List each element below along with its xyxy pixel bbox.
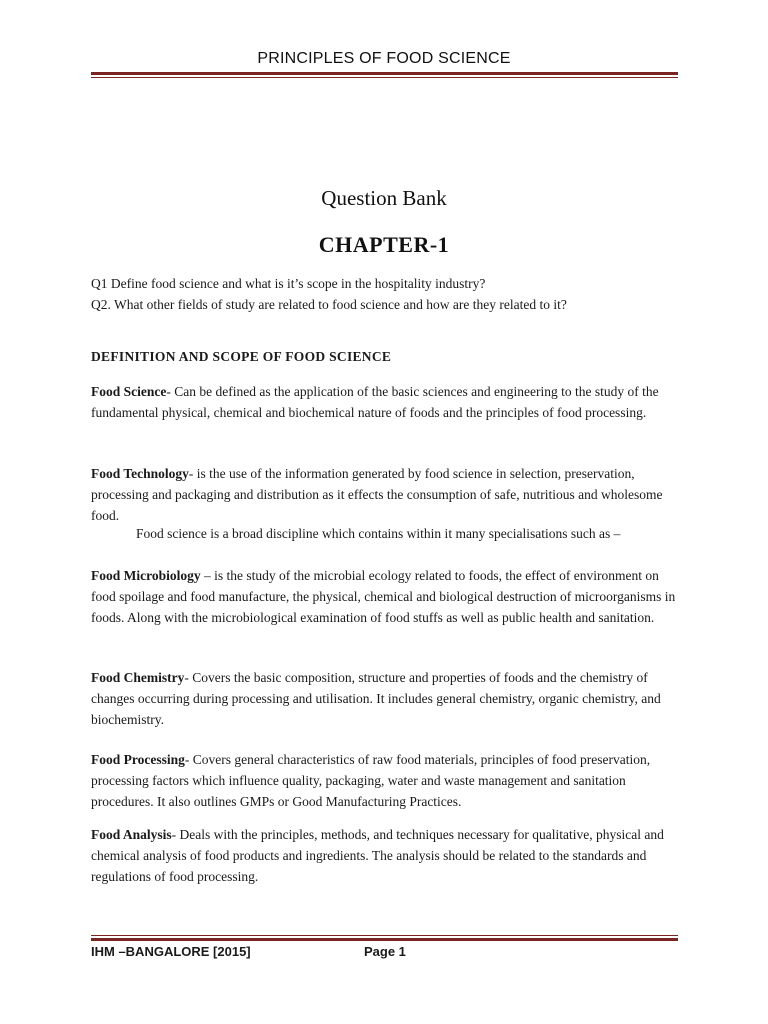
text-food-chemistry: - Covers the basic composition, structure and properties of foods and the chemistry of changes occurring during processing and utilisation. It includes general chemistry, organic chemistry, and biochemistry. — [91, 670, 661, 727]
footer-institution: IHM –BANGALORE [2015] — [91, 944, 251, 959]
header-rule-thick — [91, 72, 678, 75]
question-2: Q2. What other fields of study are related to food science and how are they related to it? — [91, 297, 567, 312]
definition-food-technology — [91, 463, 681, 526]
term-food-microbiology: Food Microbiology — [91, 568, 201, 583]
definition-food-chemistry — [91, 667, 681, 730]
term-food-technology: Food Technology — [91, 466, 189, 481]
definition-food-science — [91, 381, 681, 423]
chapter-heading: CHAPTER-1 — [318, 232, 450, 257]
header-rule-thin — [91, 77, 678, 78]
intro-specialisations: Food science is a broad discipline which contains within it many specialisations such as – — [136, 526, 621, 541]
text-food-technology: - is the use of the information generated by food science in selection, preservation, processing and packaging and distribution as it effects the consumption of safe, nutritious and wholesome food. — [91, 466, 663, 523]
term-food-chemistry: Food Chemistry — [91, 670, 185, 685]
term-food-science: Food Science — [91, 384, 167, 399]
definition-food-microbiology — [91, 565, 681, 628]
document-title: Question Bank — [321, 186, 447, 210]
definition-food-analysis — [91, 824, 681, 887]
section-heading: DEFINITION AND SCOPE OF FOOD SCIENCE — [91, 349, 392, 364]
footer-rule-thick — [91, 938, 678, 941]
running-header-title: PRINCIPLES OF FOOD SCIENCE — [257, 50, 511, 67]
text-food-microbiology: – is the study of the microbial ecology related to foods, the effect of environment on food spoilage and food manufacture, the physical, chemical and biological destruction of microorganisms in foods. Along with the microbiological examination of food stuffs as well as public health and sanitation. — [91, 568, 676, 625]
definition-food-processing — [91, 749, 681, 812]
question-1: Q1 Define food science and what is it’s scope in the hospitality industry? — [91, 276, 486, 291]
footer-rule-thin — [91, 935, 678, 936]
footer-page-number: Page 1 — [364, 944, 406, 959]
term-food-analysis: Food Analysis — [91, 827, 172, 842]
text-food-processing: - Covers general characteristics of raw food materials, principles of food preservation, processing factors which influence quality, packaging, water and waste management and sanitation procedures. It also outlines GMPs or Good Manufacturing Practices. — [91, 752, 651, 809]
text-food-science: - Can be defined as the application of the basic sciences and engineering to the study of the fundamental physical, chemical and biochemical nature of foods and the principles of food processing. — [91, 384, 659, 420]
term-food-processing: Food Processing — [91, 752, 185, 767]
text-food-analysis: - Deals with the principles, methods, and techniques necessary for qualitative, physical and chemical analysis of food products and ingredients. The analysis should be related to the standards and regulations of food processing. — [91, 827, 664, 884]
